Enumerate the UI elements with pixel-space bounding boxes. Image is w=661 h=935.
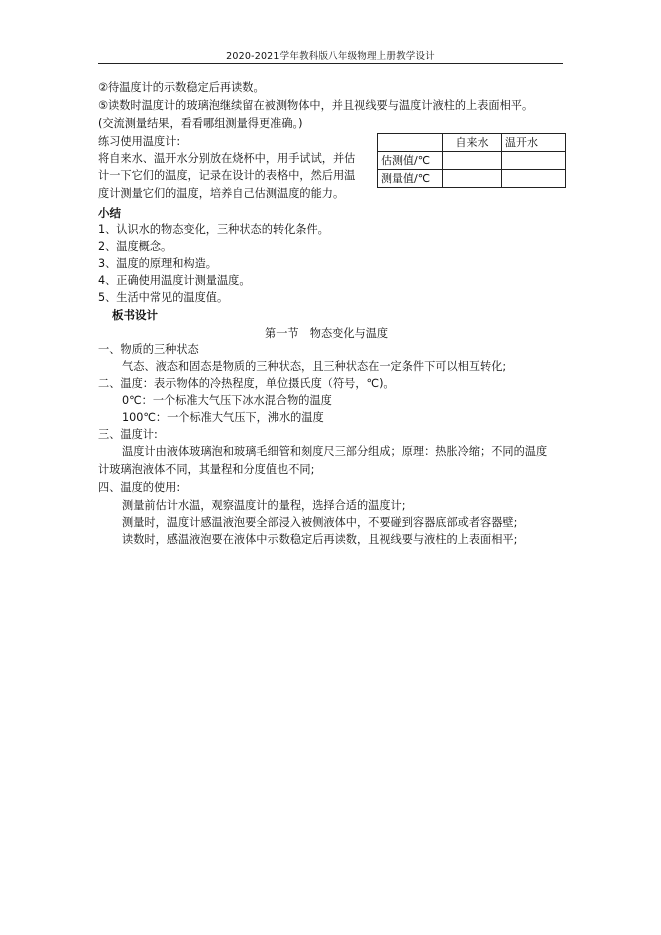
table-cell [502, 170, 566, 188]
table-header-row [378, 134, 566, 152]
text-line: 测量前估计水温，观察温度计的量程，选择合适的温度计; [122, 499, 406, 512]
table-header-cell [378, 134, 443, 152]
text-line: 计一下它们的温度，记录在设计的表格中，然后用温 [98, 169, 356, 182]
text-line: 测量时，温度计感温液泡要全部浸入被侧液体中，不要碰到容器底部或者容器壁; [122, 516, 518, 529]
text-line: 度计测量它们的温度，培养自己估测温度的能力。 [98, 187, 345, 200]
text-line: 0℃：一个标准大气压下冰水混合物的温度 [122, 394, 332, 407]
text-line: 一、物质的三种状态 [98, 343, 199, 356]
text-line: 二、温度：表示物体的冷热程度，单位摄氏度（符号，℃)。 [98, 377, 395, 390]
text-line: 温度计由液体玻璃泡和玻璃毛细管和刻度尺三部分组成；原理：热胀冷缩；不同的温度 [122, 445, 548, 458]
text-line: ②待温度计的示数稳定后再读数。 [98, 81, 265, 94]
text-line: 气态、液态和固态是物质的三种状态，且三种状态在一定条件下可以相互转化; [122, 360, 507, 373]
text-line: 练习使用温度计: [98, 135, 181, 148]
summary-heading: 小结 [98, 206, 121, 220]
table-row [378, 170, 566, 188]
table-row-label: 测量值/℃ [378, 170, 443, 188]
table-header-cell: 温开水 [502, 134, 566, 152]
text-line: 100℃：一个标准大气压下，沸水的温度 [122, 411, 324, 424]
text-line: 三、温度计: [98, 428, 158, 441]
text-line: 计玻璃泡液体不同，其量程和分度值也不同; [98, 463, 315, 476]
list-item: 4、正确使用温度计测量温度。 [98, 274, 251, 287]
text-line: 将自来水、温开水分别放在烧杯中，用手试试，并估 [98, 152, 356, 165]
text-line: ⑤读数时温度计的玻璃泡继续留在被测物体中，并且视线要与温度计液柱的上表面相平。 [98, 99, 534, 112]
table-cell [443, 170, 502, 188]
board-heading: 板书设计 [112, 308, 158, 322]
text-line: (交流测量结果，看看哪组测量得更准确。) [98, 117, 303, 130]
table-row-label: 估测值/℃ [378, 152, 443, 170]
text-line: 读数时，感温液泡要在液体中示数稳定后再读数，且视线要与液柱的上表面相平; [122, 533, 518, 546]
list-item: 3、温度的原理和构造。 [98, 257, 217, 270]
temperature-table [377, 133, 566, 188]
list-item: 5、生活中常见的温度值。 [98, 291, 229, 304]
page-header: 2020-2021学年教科版八年级物理上册教学设计 [226, 51, 435, 62]
list-item: 2、温度概念。 [98, 240, 173, 253]
table-row [378, 152, 566, 170]
table-cell [502, 152, 566, 170]
text-line: 四、温度的使用: [98, 481, 181, 494]
header-rule [98, 63, 563, 64]
section-title: 第一节 物态变化与温度 [265, 327, 389, 340]
table-header-cell: 自来水 [443, 134, 502, 152]
list-item: 1、认识水的物态变化，三种状态的转化条件。 [98, 223, 329, 236]
table-cell [443, 152, 502, 170]
